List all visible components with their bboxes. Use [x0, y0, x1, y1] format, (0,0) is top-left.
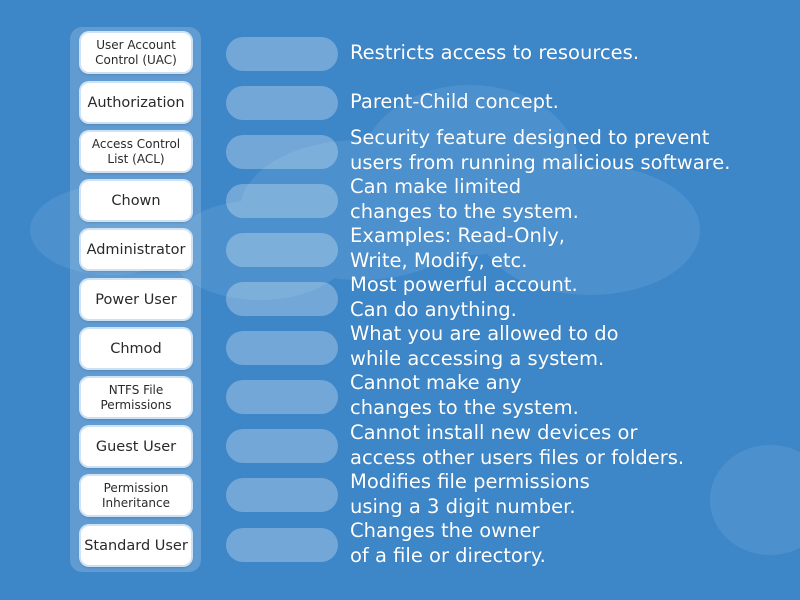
description-line: Restricts access to resources.	[350, 41, 640, 64]
tile-chmod[interactable]: Chmod	[81, 329, 191, 368]
description	[350, 224, 790, 273]
tile-guest-user[interactable]: Guest User	[81, 427, 191, 466]
drop-slot[interactable]	[226, 478, 338, 512]
description-line: changes to the system.	[350, 395, 579, 419]
drop-slot[interactable]	[226, 86, 338, 120]
description	[350, 470, 790, 519]
drop-slot[interactable]	[226, 37, 338, 71]
description	[350, 421, 790, 470]
description-line: Security feature designed to prevent	[350, 126, 710, 149]
description-line: Examples: Read-Only,	[350, 224, 565, 247]
description-line: using a 3 digit number.	[350, 494, 576, 518]
description	[350, 90, 790, 115]
drop-slot[interactable]	[226, 282, 338, 316]
description-line: Can make limited	[350, 175, 522, 198]
description-line: Can do anything.	[350, 297, 517, 321]
drop-slot[interactable]	[226, 528, 338, 562]
description-line: Cannot make any	[350, 371, 522, 394]
description-line: users from running malicious software.	[350, 150, 731, 174]
description	[350, 175, 790, 224]
description	[350, 126, 790, 175]
tile-permission-inheritance[interactable]: Permission Inheritance	[81, 476, 191, 515]
drop-slot[interactable]	[226, 429, 338, 463]
description	[350, 273, 790, 322]
tile-acl[interactable]: Access Control List (ACL)	[81, 132, 191, 171]
description-line: Write, Modify, etc.	[350, 248, 528, 272]
tile-authorization[interactable]: Authorization	[81, 83, 191, 122]
description	[350, 371, 790, 420]
description-line: Changes the owner	[350, 519, 540, 542]
tile-chown[interactable]: Chown	[81, 181, 191, 220]
drop-slot[interactable]	[226, 380, 338, 414]
description	[350, 41, 790, 66]
description-line: changes to the system.	[350, 199, 579, 223]
description-line: Most powerful account.	[350, 273, 578, 296]
description	[350, 519, 790, 568]
drop-slot[interactable]	[226, 135, 338, 169]
tile-standard-user[interactable]: Standard User	[81, 526, 191, 565]
drop-slot[interactable]	[226, 184, 338, 218]
drop-slot[interactable]	[226, 233, 338, 267]
description-line: Modifies file permissions	[350, 470, 590, 493]
description-line: What you are allowed to do	[350, 322, 619, 345]
description-line: Parent-Child concept.	[350, 90, 559, 113]
description-line: access other users files or folders.	[350, 445, 685, 469]
description	[350, 322, 790, 371]
description-line: Cannot install new devices or	[350, 421, 638, 444]
description-line: of a file or directory.	[350, 543, 546, 567]
drop-slot[interactable]	[226, 331, 338, 365]
tile-power-user[interactable]: Power User	[81, 280, 191, 319]
tile-administrator[interactable]: Administrator	[81, 230, 191, 269]
tile-uac[interactable]: User Account Control (UAC)	[81, 33, 191, 72]
description-line: while accessing a system.	[350, 346, 605, 370]
tile-ntfs-permissions[interactable]: NTFS File Permissions	[81, 378, 191, 417]
